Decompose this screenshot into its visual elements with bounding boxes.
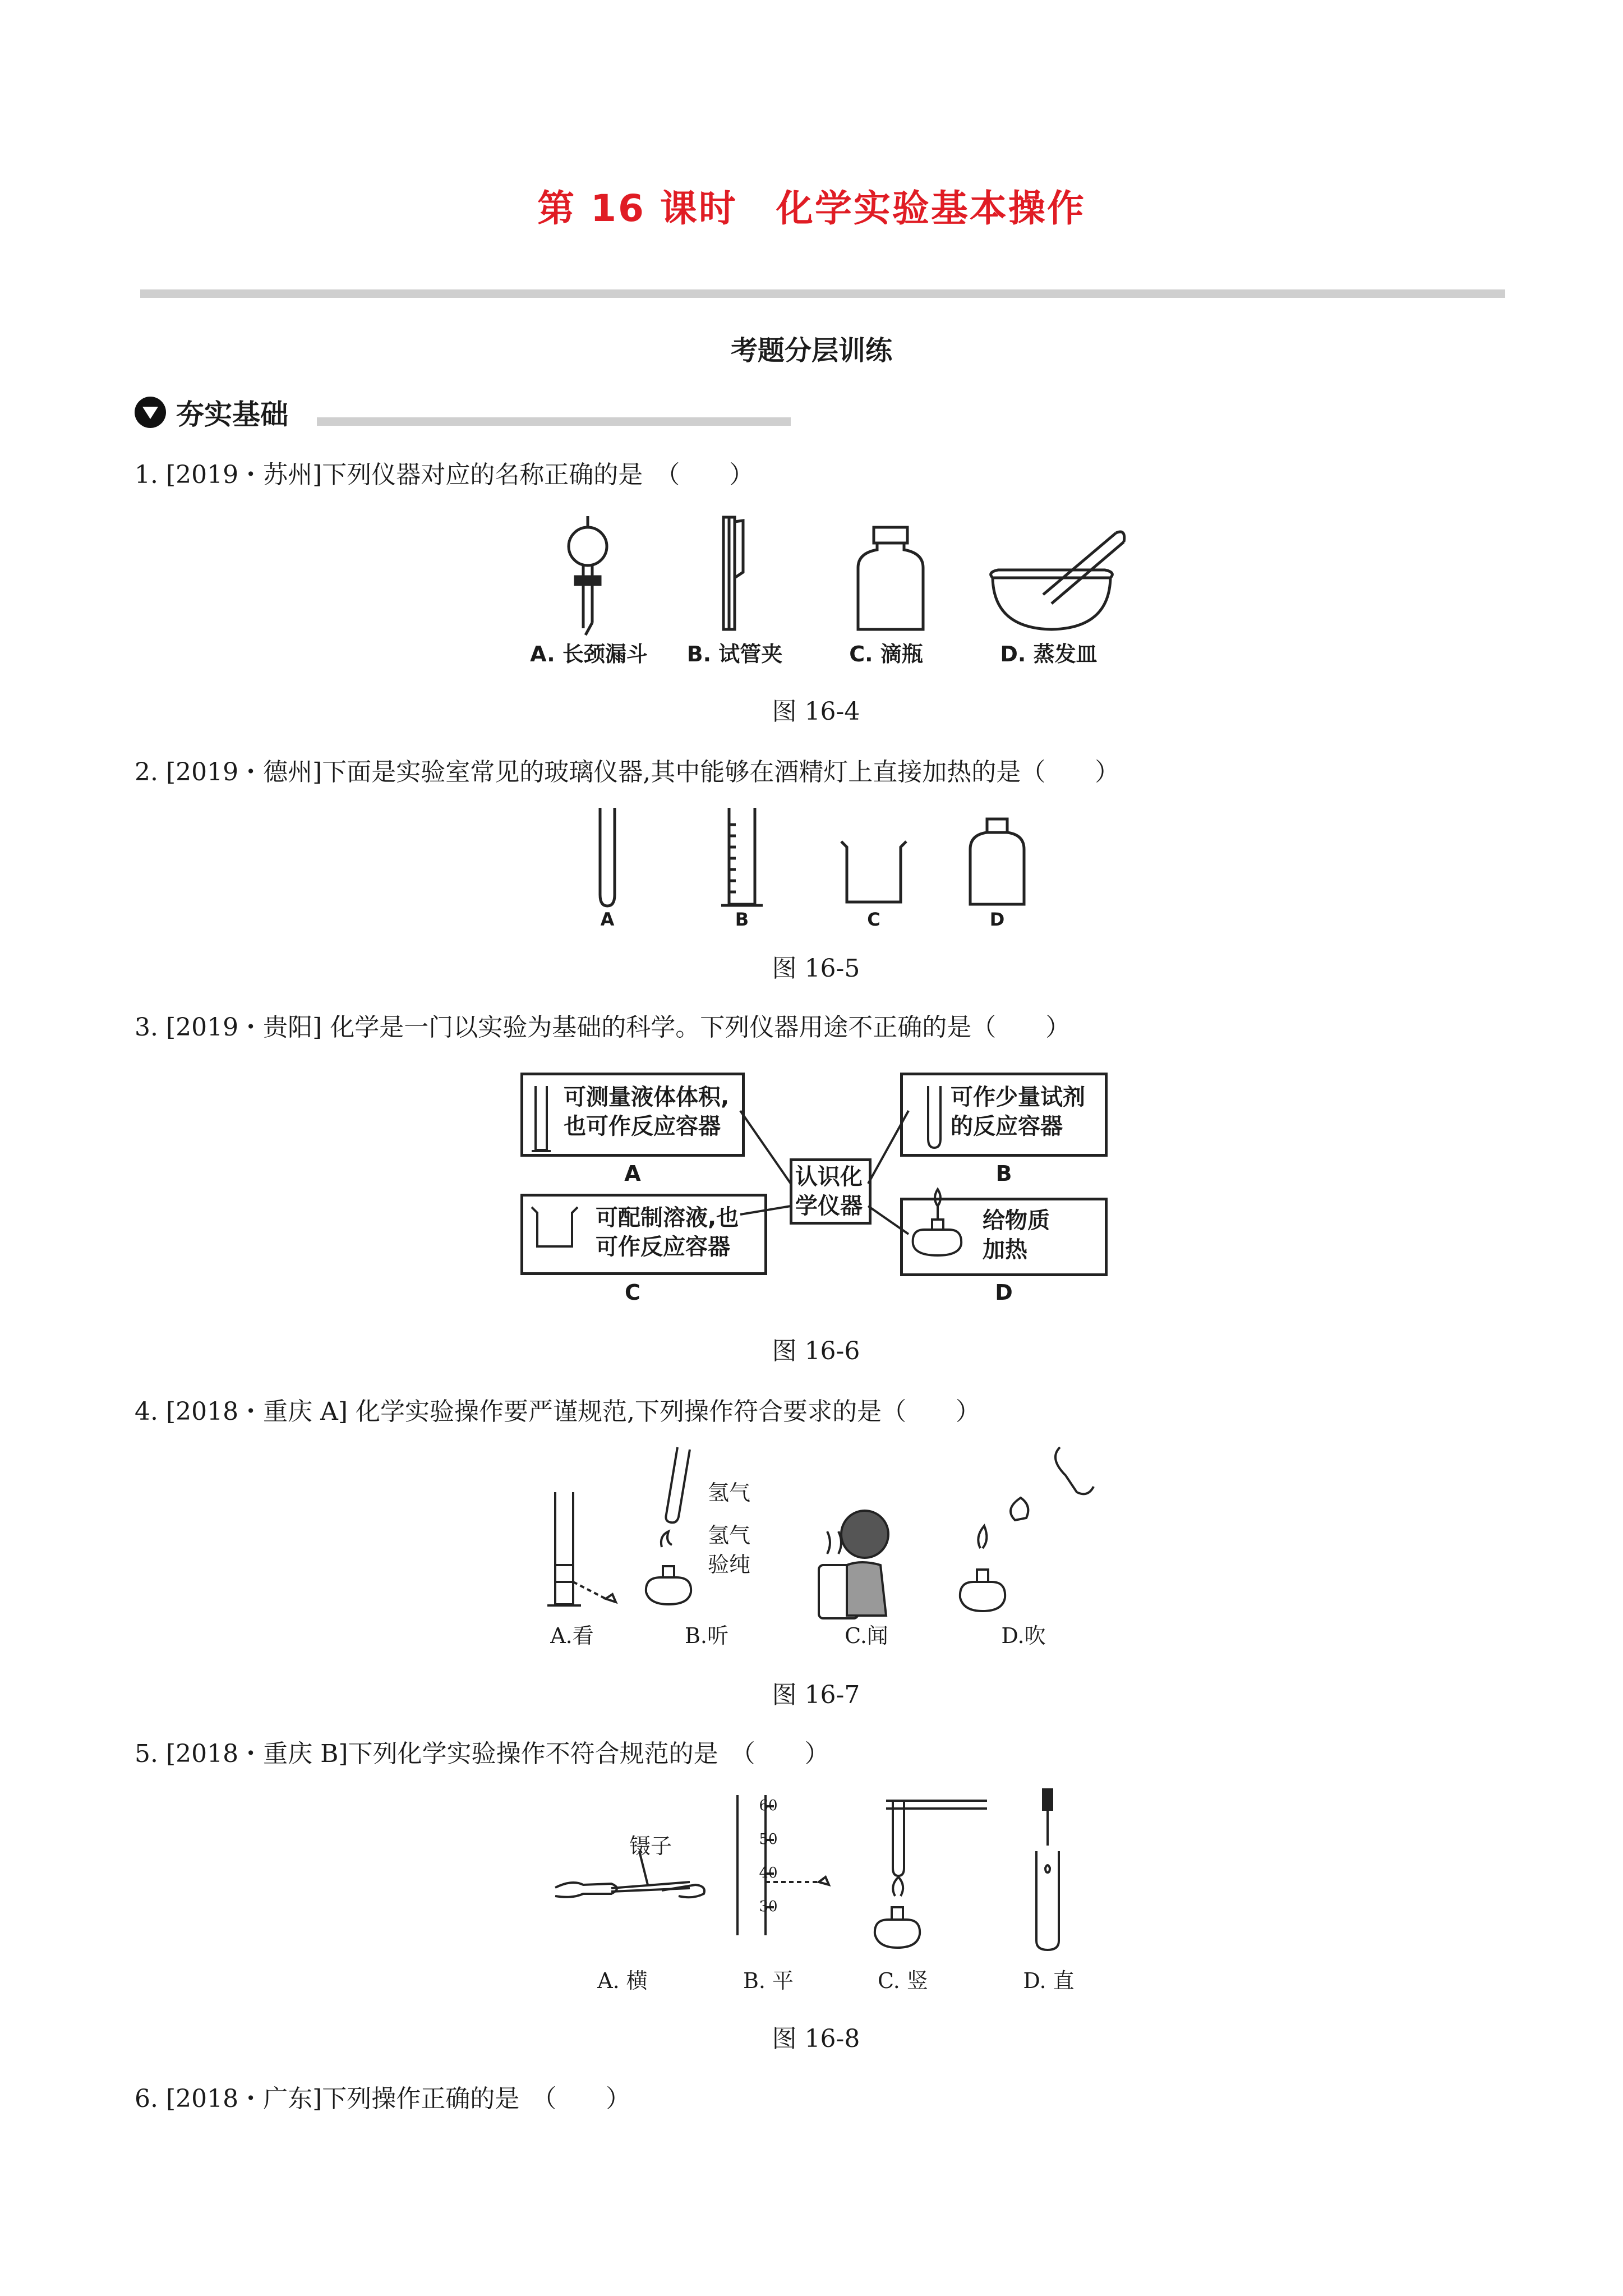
q1-option-c: C. 滴瓶 bbox=[849, 642, 923, 666]
scale-tick-40: 40 bbox=[759, 1865, 778, 1881]
question-1: 1. [2019・苏州]下列仪器对应的名称正确的是 （ ） bbox=[135, 461, 754, 489]
figure-caption-16-4: 图 16-4 bbox=[772, 697, 860, 726]
smelling-drawing bbox=[819, 1511, 888, 1618]
q2-option-c: C bbox=[867, 909, 880, 930]
figure-caption-16-6: 图 16-6 bbox=[772, 1337, 860, 1365]
test-tube-drawing bbox=[600, 808, 615, 906]
q5-option-c: C. 竖 bbox=[878, 1968, 928, 1993]
q5-option-d: D. 直 bbox=[1023, 1968, 1075, 1993]
q5-option-b: B. 平 bbox=[743, 1968, 794, 1993]
figure-16-4-instruments bbox=[505, 505, 1150, 639]
vertical-heating-drawing bbox=[875, 1801, 987, 1948]
usage-box-c-line1: 可配制溶液,也 bbox=[596, 1205, 739, 1231]
title-divider bbox=[140, 289, 1505, 298]
separatory-funnel-drawing bbox=[569, 516, 607, 635]
section-heading bbox=[135, 393, 288, 432]
beaker-drawing bbox=[841, 841, 906, 902]
q5-option-a: A. 横 bbox=[597, 1968, 648, 1993]
question-6: 6. [2018・广东]下列操作正确的是 （ ） bbox=[135, 2085, 631, 2113]
question-3: 3. [2019・贵阳] 化学是一门以实验为基础的科学。下列仪器用途不正确的是（ ） bbox=[135, 1013, 1071, 1042]
reading-cylinder-drawing bbox=[547, 1492, 616, 1605]
question-2: 2. [2019・德州]下面是实验室常见的玻璃仪器,其中能够在酒精灯上直接加热的是（ ） bbox=[135, 758, 1120, 786]
q1-option-b: B. 试管夹 bbox=[686, 642, 783, 666]
graduated-cylinder-drawing bbox=[721, 808, 763, 905]
page-title: 第 16 课时 化学实验基本操作 bbox=[537, 187, 1086, 230]
triangle-down-icon bbox=[135, 397, 166, 428]
usage-box-b-line1: 可作少量试剂 bbox=[951, 1084, 1085, 1110]
q4-option-c: C.闻 bbox=[845, 1623, 888, 1648]
section-divider bbox=[317, 417, 791, 426]
label-hydrogen: 氢气 bbox=[707, 1480, 750, 1505]
usage-box-c-line2: 可作反应容器 bbox=[596, 1234, 730, 1260]
figure-16-7-operations bbox=[522, 1436, 1116, 1621]
center-box-line2: 学仪器 bbox=[795, 1193, 863, 1219]
narrow-bottle-drawing bbox=[970, 819, 1024, 904]
question-4: 4. [2018・重庆 A] 化学实验操作要严谨规范,下列操作符合要求的是（ ） bbox=[135, 1397, 981, 1426]
q1-option-a: A. 长颈漏斗 bbox=[530, 642, 648, 666]
question-5: 5. [2018・重庆 B]下列化学实验操作不符合规范的是 （ ） bbox=[135, 1740, 829, 1768]
q1-option-d: D. 蒸发皿 bbox=[1000, 642, 1098, 666]
q2-option-d: D bbox=[989, 909, 1005, 930]
hydrogen-purity-test-drawing bbox=[646, 1447, 691, 1604]
usage-box-b-line2: 的反应容器 bbox=[951, 1114, 1063, 1139]
label-tweezers: 镊子 bbox=[629, 1834, 672, 1858]
section-subtitle: 考题分层训练 bbox=[730, 335, 892, 366]
q3-label-c: C bbox=[625, 1280, 640, 1305]
figure-16-8-operations bbox=[550, 1784, 1088, 1963]
figure-caption-16-5: 图 16-5 bbox=[772, 954, 860, 983]
test-tube-holder-drawing bbox=[723, 517, 743, 629]
usage-box-d-line1: 给物质 bbox=[983, 1208, 1050, 1234]
figure-caption-16-7: 图 16-7 bbox=[772, 1681, 860, 1709]
figure-caption-16-8: 图 16-8 bbox=[772, 2024, 860, 2053]
q3-label-a: A bbox=[624, 1161, 641, 1186]
usage-box-a-line2: 也可作反应容器 bbox=[564, 1114, 721, 1139]
figure-16-5-glassware bbox=[561, 802, 1066, 914]
blowing-lamp-drawing bbox=[960, 1447, 1094, 1611]
q4-option-d: D.吹 bbox=[1001, 1623, 1046, 1648]
q2-option-b: B bbox=[735, 909, 749, 930]
scale-tick-60: 60 bbox=[759, 1797, 778, 1814]
center-box-line1: 认识化 bbox=[795, 1164, 863, 1190]
usage-box-d-line2: 加热 bbox=[983, 1237, 1027, 1263]
q4-option-b: B.听 bbox=[684, 1623, 728, 1648]
mortar-and-pestle-drawing bbox=[991, 532, 1124, 629]
label-hydrogen-check-2: 验纯 bbox=[707, 1552, 750, 1577]
usage-box-a-line1: 可测量液体体积, bbox=[564, 1084, 730, 1110]
q3-label-b: B bbox=[995, 1161, 1012, 1186]
dropper-drawing bbox=[1036, 1789, 1059, 1950]
q4-option-a: A.看 bbox=[550, 1623, 594, 1648]
scale-tick-30: 30 bbox=[759, 1898, 778, 1915]
label-hydrogen-check-1: 氢气 bbox=[707, 1523, 750, 1548]
section-label: 夯实基础 bbox=[176, 398, 288, 431]
wide-mouth-bottle-drawing bbox=[858, 527, 923, 629]
q2-option-a: A bbox=[600, 909, 615, 930]
scale-tick-50: 50 bbox=[759, 1831, 778, 1848]
q3-label-d: D bbox=[995, 1280, 1013, 1305]
